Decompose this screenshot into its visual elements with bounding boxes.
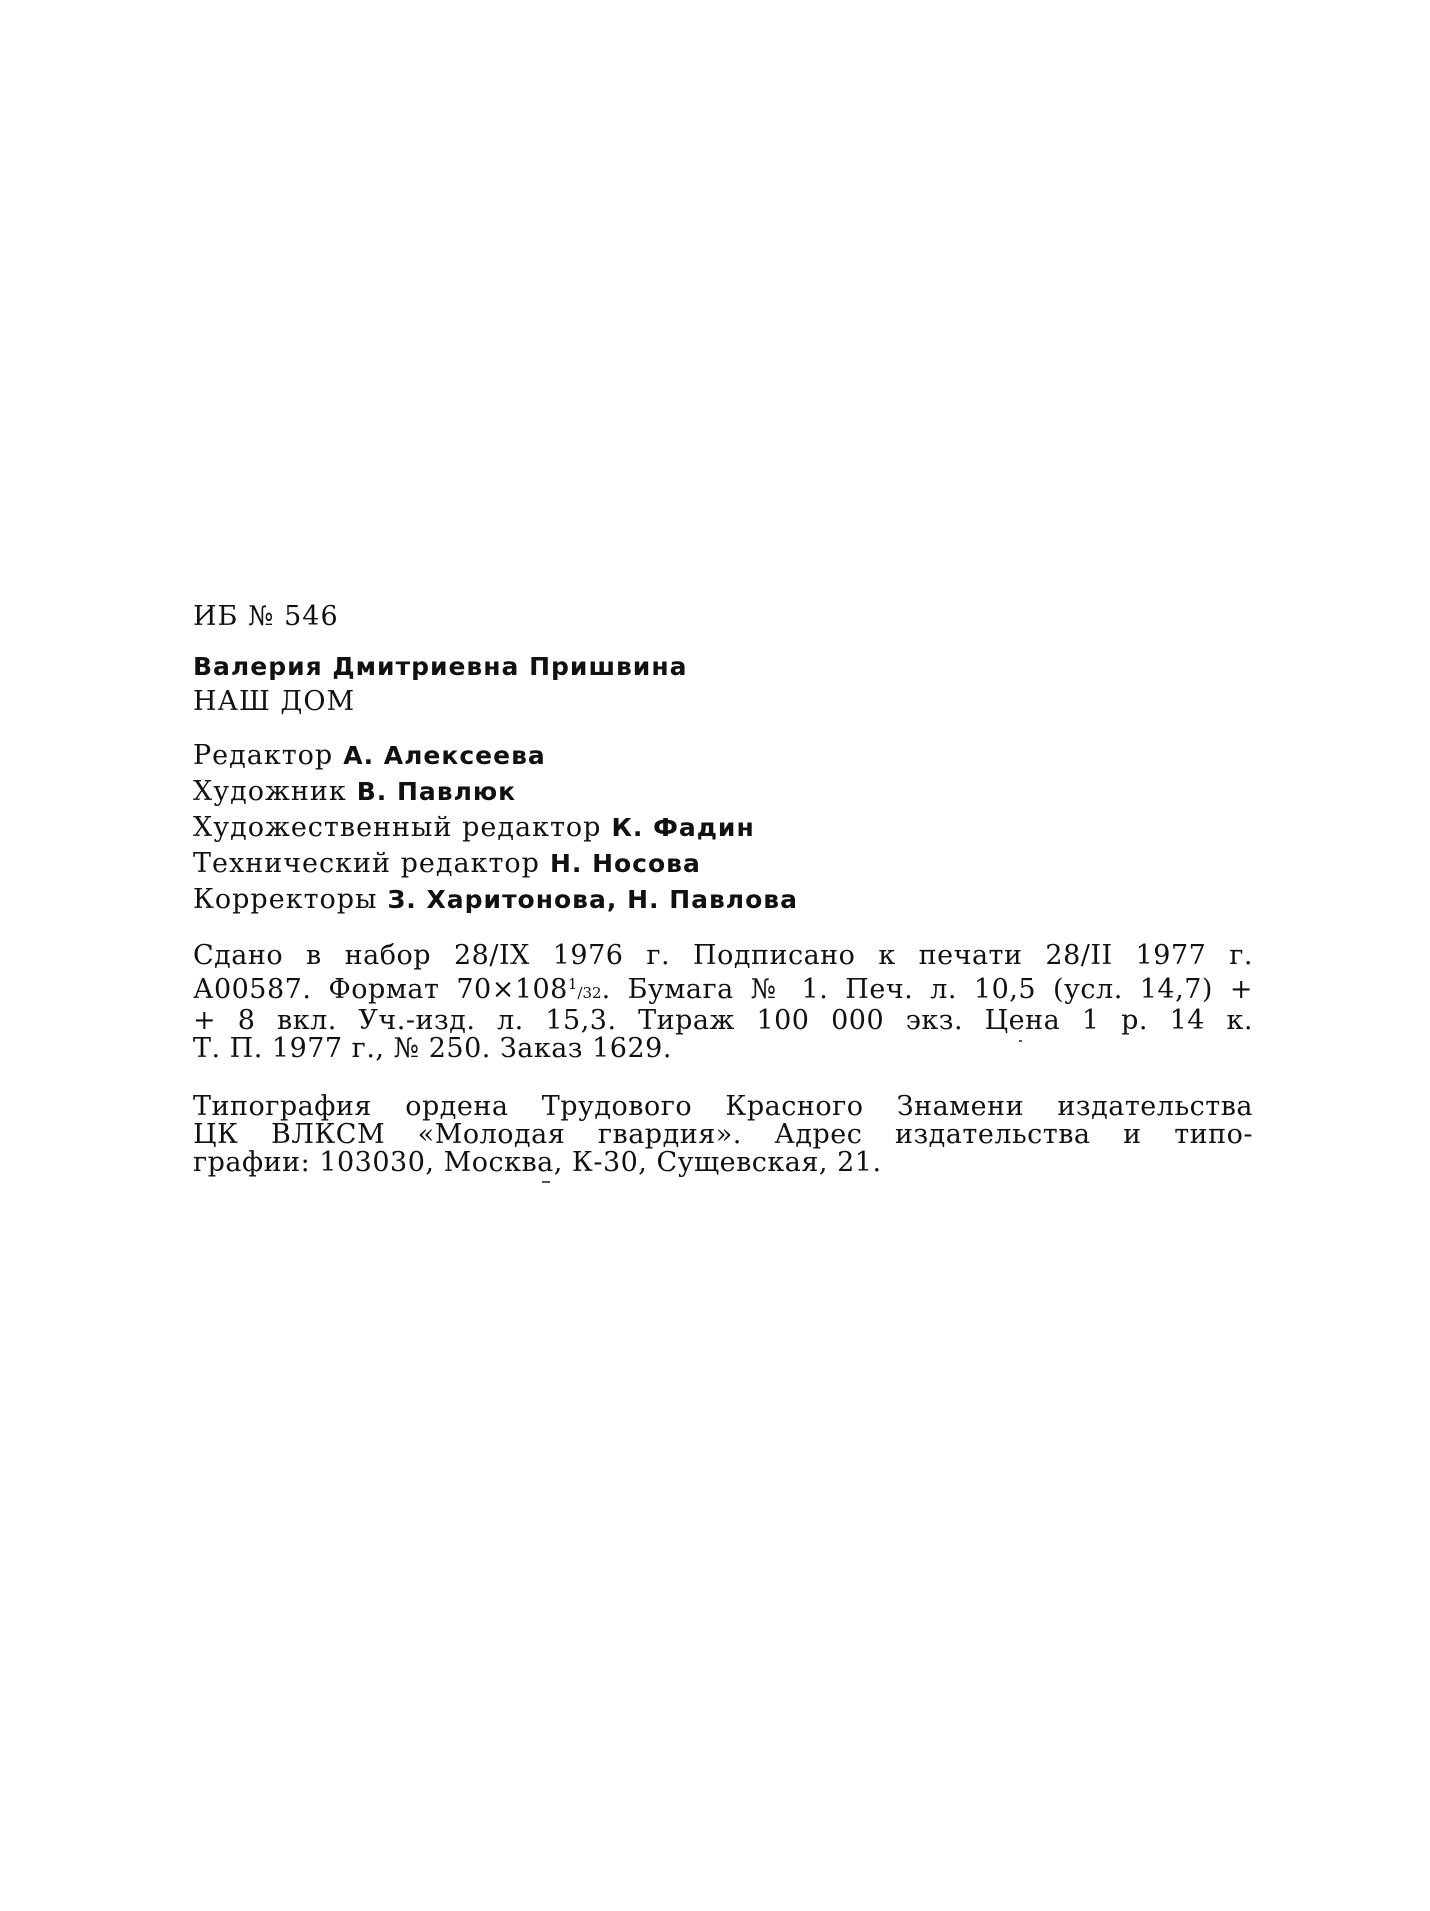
imprint-line: + 8 вкл. Уч.-изд. л. 15,3. Тираж 100 000 экз. Цена 1 р. 14 к. — [193, 1005, 1253, 1036]
scan-speck — [542, 1181, 550, 1183]
credit-technical-editor — [193, 846, 1253, 882]
colophon — [193, 600, 1253, 1177]
credit-name: К. Фадин — [611, 813, 755, 842]
print-imprint — [193, 942, 1253, 1063]
credit-role: Технический редактор — [193, 848, 540, 879]
credit-editor — [193, 738, 1253, 774]
ib-number: ИБ № 546 — [193, 601, 339, 632]
imprint-text: . Бумага № 1. Печ. л. 10,5 (усл. 14,7) + — [601, 974, 1253, 1005]
credit-proofreaders — [193, 882, 1253, 918]
imprint-line-format — [193, 970, 1253, 1007]
book-title: НАШ ДОМ — [193, 686, 356, 717]
credit-name: А. Алексеева — [343, 741, 546, 770]
imprint-line: Сдано в набор 28/IX 1976 г. Подписано к печати 28/II 1977 г. — [193, 940, 1253, 971]
credit-name: Н. Носова — [549, 849, 701, 878]
author-name: Валерия Дмитриевна Пришвина — [193, 652, 688, 681]
credit-role: Художник — [193, 776, 347, 807]
credits-list — [193, 738, 1253, 918]
credit-role: Корректоры — [193, 884, 378, 915]
credit-role: Художественный редактор — [193, 812, 602, 843]
format-fraction-numerator: 1 — [567, 975, 578, 993]
credit-role: Редактор — [193, 740, 334, 771]
printer-line: графии: 103030, Москва, К-30, Сущевская, 21. — [193, 1147, 882, 1178]
scan-speck — [1019, 1040, 1022, 1042]
imprint-line: Т. П. 1977 г., № 250. Заказ 1629. — [193, 1033, 672, 1064]
printer-line: Типография ордена Трудового Красного Знамени издательства — [193, 1091, 1253, 1122]
printer-line: ЦК ВЛКСМ «Молодая гвардия». Адрес издательства и типо- — [193, 1119, 1253, 1150]
credit-name: З. Харитонова, Н. Павлова — [387, 885, 798, 914]
format-fraction-denominator: /32 — [577, 984, 602, 1002]
credit-art-editor — [193, 810, 1253, 846]
credit-artist — [193, 774, 1253, 810]
imprint-text: А00587. Формат 70×108 — [193, 974, 568, 1005]
printer-info — [193, 1093, 1253, 1177]
credit-name: В. Павлюк — [356, 777, 517, 806]
